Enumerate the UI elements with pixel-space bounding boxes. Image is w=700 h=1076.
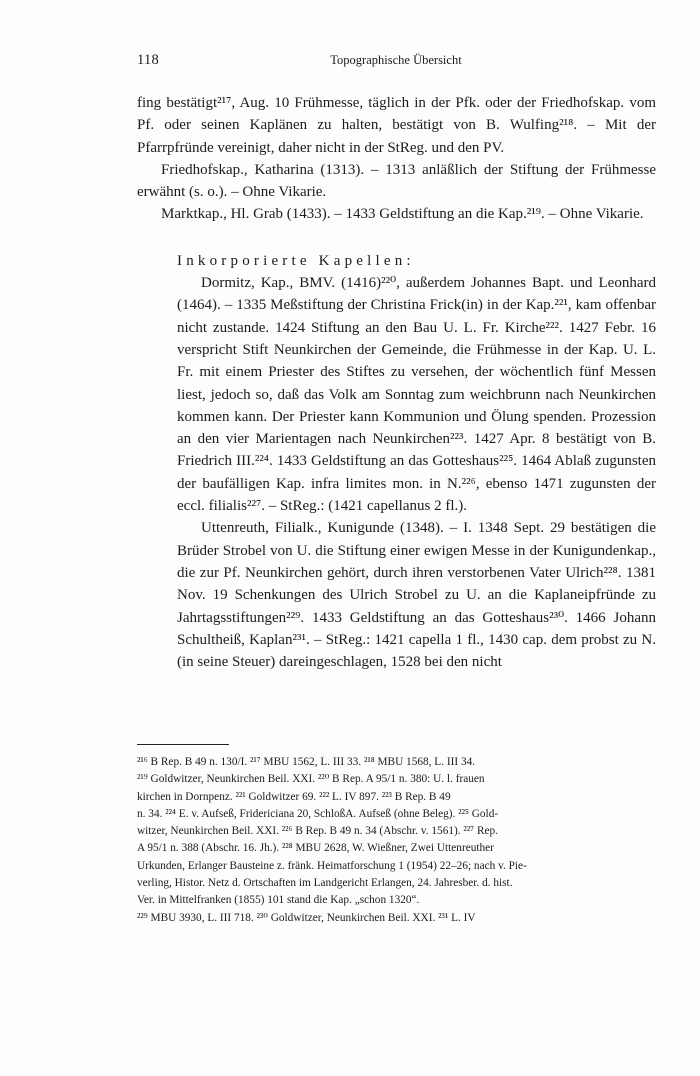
- footnotes: [137, 754, 655, 927]
- incorporated-chapels-section: [137, 250, 656, 674]
- paragraph-friedhofskapelle: Friedhofskap., Katharina (1313). – 1313 anläßlich der Stiftung der Frühmesse erwähnt (s. o.). – Ohne Vikarie.: [137, 161, 656, 201]
- footnote-line: ²¹⁶ B Rep. B 49 n. 130/I. ²¹⁷ MBU 1562, L. III 33. ²¹⁸ MBU 1568, L. III 34.: [137, 756, 476, 768]
- main-text: [137, 92, 656, 673]
- paragraph-dormitz: Dormitz, Kap., BMV. (1416)²²⁰, außerdem Johannes Bapt. und Leonhard (1464). – 1335 Meßstiftung der Christina Frick(in) in der Kap.²²¹, kam offenbar nicht zustande. 1424 Stiftung an den Bau U. L. Fr. Kirche²²². 1427 Febr. 16 verspricht Stift Neunkirchen der Gemeinde, die Frühmesse in der Kap. U. L. Fr. mit einem Priester des Stiftes zu versehen, der wöchentlich fünf Messen liest, jedoch so, daß das Volk am Sonntag zum weichbrunn nach Neunkirchen kommen kann. Der Priester kann Kommunion und Ölung spenden. Prozession an den vier Marientagen nach Neunkirchen²²³. 1427 Apr. 8 bestätigt von B. Friedrich III.²²⁴. 1433 Geldstiftung an das Gotteshaus²²⁵. 1464 Ablaß zugunsten der baufälligen Kap. infra limites mon. in N.²²⁶, ebenso 1471 zugunsten der eccl. filialis²²⁷. – StReg.: (1421 capellanus 2 fl.).: [177, 275, 656, 515]
- paragraph-uttenreuth: Uttenreuth, Filialk., Kunigunde (1348). – I. 1348 Sept. 29 bestätigen die Brüder Strobel von U. die Stiftung einer ewigen Messe in der Kunigundenkap., die zur Pf. Neunkirchen gehört, durch ihren verstorbenen Vater Ulrich²²⁸. 1381 Nov. 19 Schenkungen des Ulrich Strobel zu U. an die Kaplaneipfründe zu Jahrtagsstiftungen²²⁹. 1433 Geldstiftung an das Gotteshaus²³⁰. 1466 Johann Schultheiß, Kaplan²³¹. – StReg.: 1421 capella 1 fl., 1430 cap. dem probst zu N. (in seine Steuer) dareingeschlagen, 1528 bei den nicht: [177, 520, 656, 671]
- page-number: 118: [137, 52, 160, 68]
- footnote-line: kirchen in Dornpenz. ²²¹ Goldwitzer 69. ²²² L. IV 897. ²²³ B Rep. B 49: [137, 790, 451, 803]
- footnote-line: n. 34. ²²⁴ E. v. Aufseß, Fridericiana 20, SchloßA. Aufseß (ohne Beleg). ²²⁵ Gold-: [137, 807, 499, 820]
- footnote-line: witzer, Neunkirchen Beil. XXI. ²²⁶ B Rep. B 49 n. 34 (Abschr. v. 1561). ²²⁷ Rep.: [137, 825, 498, 838]
- page-header: [137, 52, 655, 74]
- footnote-line: verling, Histor. Netz d. Ortschaften im Landgericht Erlangen, 24. Jahresber. d. hist.: [137, 877, 513, 890]
- footnote-line: ²¹⁹ Goldwitzer, Neunkirchen Beil. XXI. ²²⁰ B Rep. A 95/1 n. 380: U. l. frauen: [137, 773, 485, 786]
- footnote-line: A 95/1 n. 388 (Abschr. 16. Jh.). ²²⁸ MBU 2628, W. Wießner, Zwei Uttenreuther: [137, 842, 494, 855]
- paragraph-continuation: fing bestätigt²¹⁷, Aug. 10 Frühmesse, täglich in der Pfk. oder der Friedhofskap. vom Pf. oder seinen Kaplänen zu halten, bestätigt von B. Wulfing²¹⁸. – Mit der Pfarrpfründe vereinigt, daher nicht in der StReg. und den PV.: [137, 95, 656, 156]
- paragraph-marktkapelle: Marktkap., Hl. Grab (1433). – 1433 Geldstiftung an die Kap.²¹⁹. – Ohne Vikarie.: [161, 206, 644, 223]
- footnote-line: ²²⁹ MBU 3930, L. III 718. ²³⁰ Goldwitzer, Neunkirchen Beil. XXI. ²³¹ L. IV: [137, 911, 476, 924]
- footnote-line: Ver. in Mittelfranken (1855) 101 stand die Kap. „schon 1320“.: [137, 894, 420, 907]
- running-title: Topographische Übersicht: [330, 53, 462, 67]
- section-heading: Inkorporierte Kapellen:: [177, 252, 415, 269]
- footnote-rule: [137, 744, 229, 745]
- section-gap: [137, 226, 656, 250]
- footnote-line: Urkunden, Erlanger Bausteine z. fränk. Heimatforschung 1 (1954) 22–26; nach v. Pie-: [137, 859, 527, 872]
